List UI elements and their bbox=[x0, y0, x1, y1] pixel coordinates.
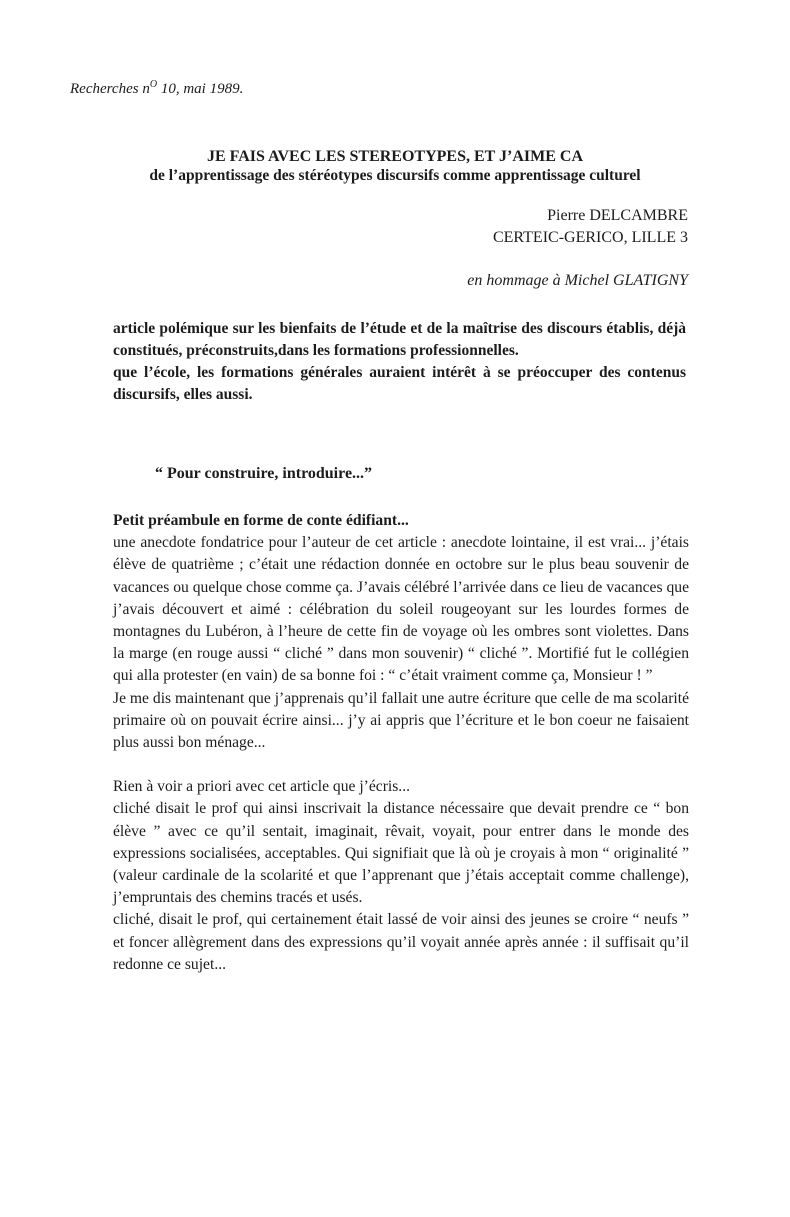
article-subtitle: de l’apprentissage des stéréotypes discursifs comme apprentissage culturel bbox=[149, 167, 641, 184]
section-heading: “ Pour construire, introduire...” bbox=[155, 465, 373, 482]
journal-suffix: 10, mai 1989. bbox=[157, 81, 244, 97]
journal-header bbox=[70, 79, 243, 98]
body-paragraph-1: une anecdote fondatrice pour l’auteur de cet article : anecdote lointaine, il est vrai... j’étais élève de quatrième ; c’était une rédaction donnée en octobre sur le plus beau souvenir de vacances ou quelque chose comme ça. J’avais célébré l’arrivée dans ce lieu de vacances que j’avais découvert et aimé : célébration du soleil rougeoyant sur les lourdes formes de montagnes du Lubéron, à l’heure de cette fin de voyage où les ombres sont violettes. Dans la marge (en rouge aussi “ cliché ” dans mon souvenir) “ cliché ”. Mortifié fut le collégien qui alla protester (en vain) de sa bonne foi : “ c’était vraiment comme ça, Monsieur ! ” bbox=[113, 534, 689, 685]
article-title: JE FAIS AVEC LES STEREOTYPES, ET J’AIME CA bbox=[206, 148, 584, 165]
abstract-paragraph-2: que l’école, les formations générales auraient intérêt à se préoccuper des contenus discursifs, elles aussi. bbox=[113, 364, 686, 403]
body-paragraph-3: Rien à voir a priori avec cet article que j’écris... bbox=[113, 778, 411, 796]
body-paragraph-2: Je me dis maintenant que j’apprenais qu’il fallait une autre écriture que celle de ma scolarité primaire où on pouvait écrire ainsi... j’y ai appris que l’écriture et le bon coeur ne faisaient plus aussi bon ménage... bbox=[113, 689, 689, 752]
body-paragraph-5: cliché, disait le prof, qui certainement était lassé de voir ainsi des jeunes se croire “ neufs ” et foncer allègrement dans des expressions qu’il voyait année après année : il suffisait qu’il redonne ce sujet... bbox=[113, 911, 689, 973]
journal-prefix: Recherches n bbox=[70, 81, 150, 97]
dedication: en hommage à Michel GLATIGNY bbox=[467, 272, 688, 289]
author-name: Pierre DELCAMBRE bbox=[547, 207, 688, 224]
body-text bbox=[113, 510, 689, 976]
abstract bbox=[113, 318, 686, 406]
author-affiliation: CERTEIC-GERICO, LILLE 3 bbox=[492, 229, 688, 246]
paragraph-gap bbox=[113, 754, 689, 776]
body-paragraph-4: cliché disait le prof qui ainsi inscrivait la distance nécessaire que devait prendre ce “ bon élève ” avec ce qu’il sentait, imaginait, rêvait, voyait, pour entrer dans le monde des expressions socialisées, acceptables. Qui signifiait que là où je croyais à mon “ originalité ” (valeur cardinale de la scolarité et que l’apprenant que j’étais acceptait comme challenge), j’empruntais des chemins tracés et usés. bbox=[113, 800, 689, 907]
abstract-paragraph-1: article polémique sur les bienfaits de l’étude et de la maîtrise des discours établis, déjà constitués, préconstruits,dans les formations professionnelles. bbox=[113, 320, 686, 359]
preamble-heading: Petit préambule en forme de conte édifiant... bbox=[113, 512, 409, 529]
journal-number-sup: O bbox=[149, 79, 158, 90]
